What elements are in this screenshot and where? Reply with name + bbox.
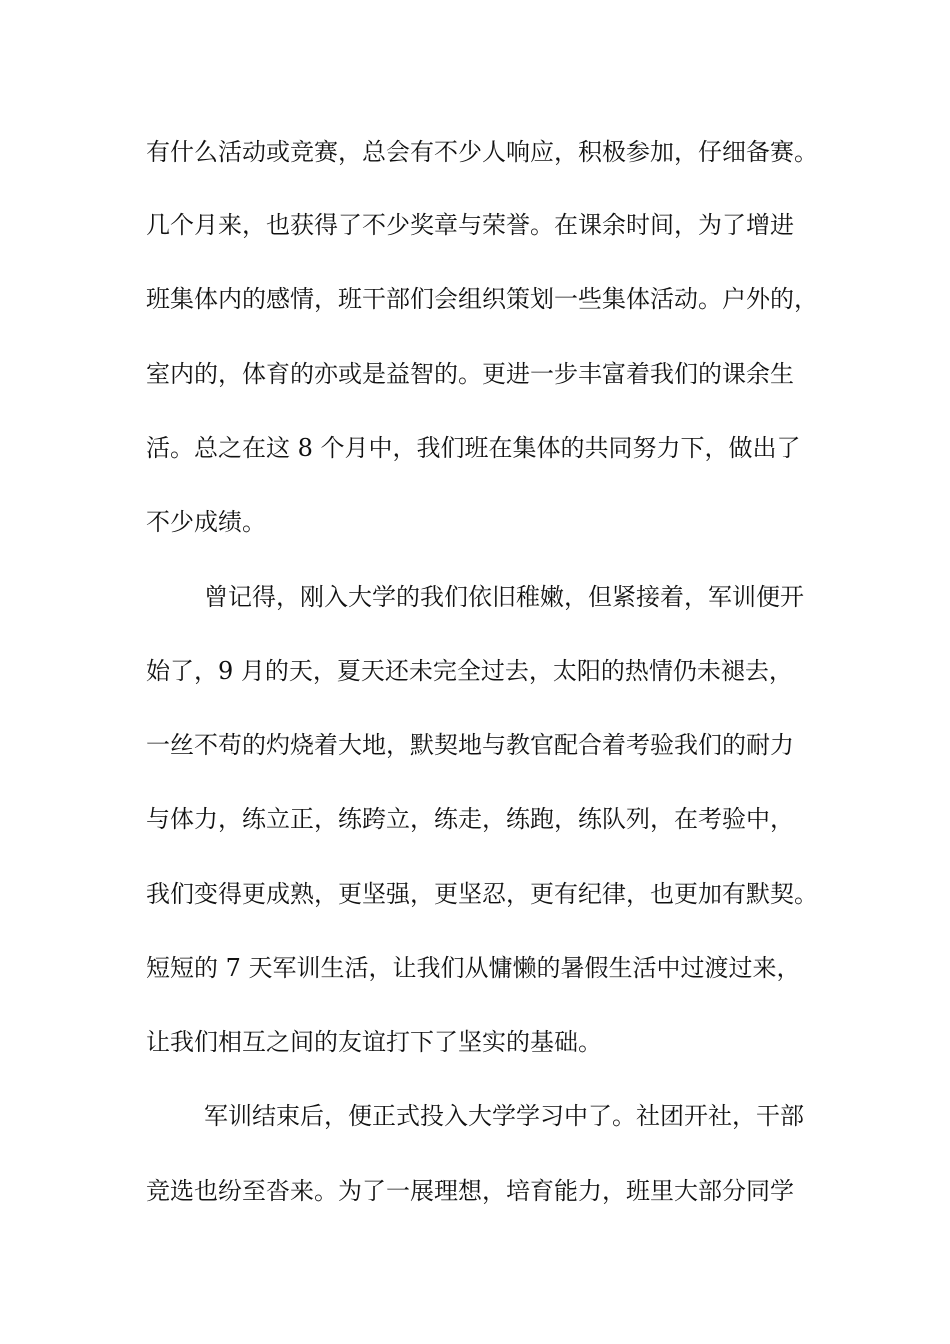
paragraph-first-line: 军训结束后，便正式投入大学学习中了。社团开社，干部: [204, 1102, 804, 1130]
paragraph-first-line: 曾记得，刚入大学的我们依旧稚嫩，但紧接着，军训便开: [204, 583, 804, 611]
text-line: 我们变得更成熟，更坚强，更坚忍，更有纪律，也更加有默契。: [146, 880, 818, 908]
text-line: 竞选也纷至沓来。为了一展理想，培育能力，班里大部分同学: [146, 1177, 794, 1205]
text-line: 有什么活动或竞赛，总会有不少人响应，积极参加，仔细备赛。: [146, 138, 818, 166]
text-line: 室内的，体育的亦或是益智的。更进一步丰富着我们的课余生: [146, 360, 794, 388]
text-line: 班集体内的感情，班干部们会组织策划一些集体活动。户外的，: [146, 285, 818, 313]
text-line: 让我们相互之间的友谊打下了坚实的基础。: [146, 1028, 602, 1056]
text-line: 活。总之在这 8 个月中，我们班在集体的共同努力下，做出了: [146, 434, 801, 462]
text-line: 不少成绩。: [146, 508, 266, 536]
text-line: 短短的 7 天军训生活，让我们从慵懒的暑假生活中过渡过来，: [146, 954, 801, 982]
text-line: 几个月来，也获得了不少奖章与荣誉。在课余时间，为了增进: [146, 211, 794, 239]
text-line: 始了，9 月的天，夏天还未完全过去，太阳的热情仍未褪去，: [146, 657, 793, 685]
text-line: 一丝不苟的灼烧着大地，默契地与教官配合着考验我们的耐力: [146, 731, 794, 759]
text-line: 与体力，练立正，练跨立，练走，练跑，练队列，在考验中，: [146, 805, 794, 833]
